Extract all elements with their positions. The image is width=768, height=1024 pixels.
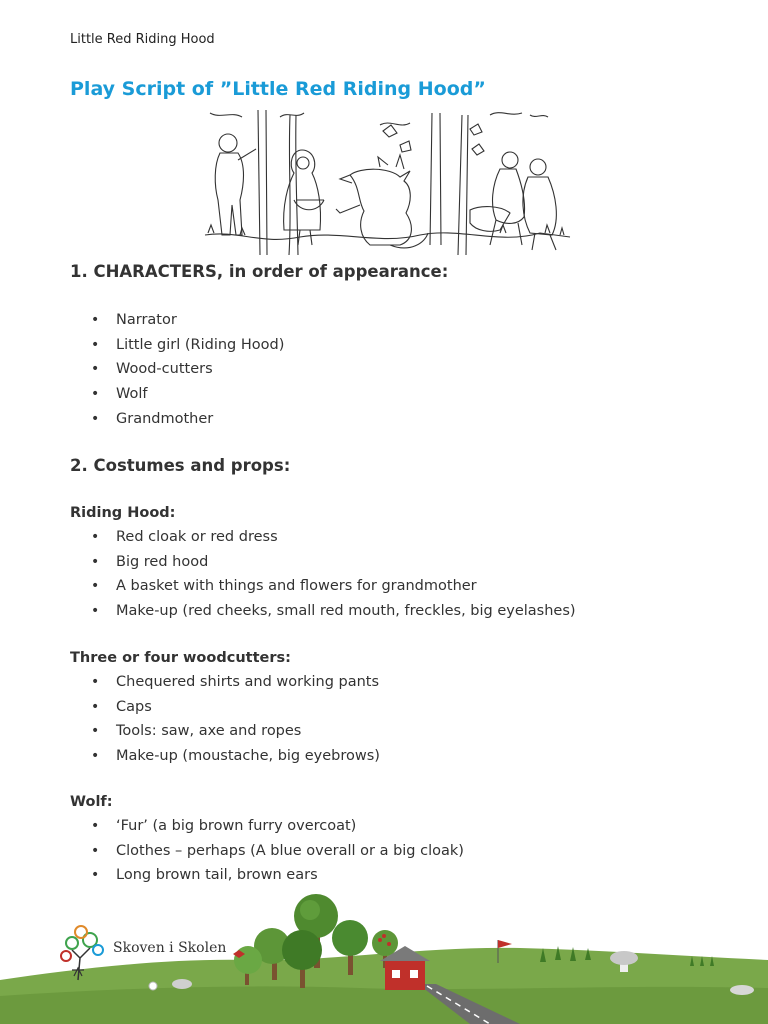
characters-heading: 1. CHARACTERS, in order of appearance:: [70, 262, 449, 281]
wolf-list: [0, 814, 464, 888]
list-item: • Clothes – perhaps (A blue overall or a big cloak): [91, 842, 464, 859]
page-title: Play Script of ”Little Red Riding Hood”: [70, 78, 486, 100]
storybook-illustration: [200, 105, 575, 260]
riding-hood-list: [0, 525, 576, 624]
list-item: • Wood-cutters: [91, 361, 213, 378]
woodcutters-list: [0, 670, 380, 769]
logo-text: Skoven i Skolen: [113, 940, 227, 956]
page-header: Little Red Riding Hood: [70, 32, 215, 47]
riding-hood-subheading: Riding Hood:: [70, 505, 176, 521]
characters-list: [0, 308, 284, 431]
list-item: • Tools: saw, axe and ropes: [91, 723, 302, 740]
flower-icon: [149, 982, 157, 990]
wolf-subheading: Wolf:: [70, 794, 113, 810]
costumes-heading: 2. Costumes and props:: [70, 456, 291, 475]
list-item: • Big red hood: [91, 553, 209, 570]
list-item: • Make-up (red cheeks, small red mouth, freckles, big eyelashes): [91, 603, 576, 620]
list-item: • Wolf: [91, 386, 148, 403]
woodcutters-subheading: Three or four woodcutters:: [70, 650, 291, 666]
list-item: • Narrator: [91, 312, 177, 328]
list-item: • A basket with things and flowers for grandmother: [91, 578, 477, 595]
footer-landscape: [0, 888, 768, 1024]
list-item: • Grandmother: [91, 410, 214, 427]
list-item: • Chequered shirts and working pants: [91, 674, 380, 690]
list-item: • ‘Fur’ (a big brown furry overcoat): [91, 818, 357, 834]
list-item: • Red cloak or red dress: [91, 529, 278, 545]
list-item: • Long brown tail, brown ears: [91, 867, 318, 884]
list-item: • Make-up (moustache, big eyebrows): [91, 748, 380, 765]
list-item: • Little girl (Riding Hood): [91, 336, 285, 353]
list-item: • Caps: [91, 698, 152, 715]
